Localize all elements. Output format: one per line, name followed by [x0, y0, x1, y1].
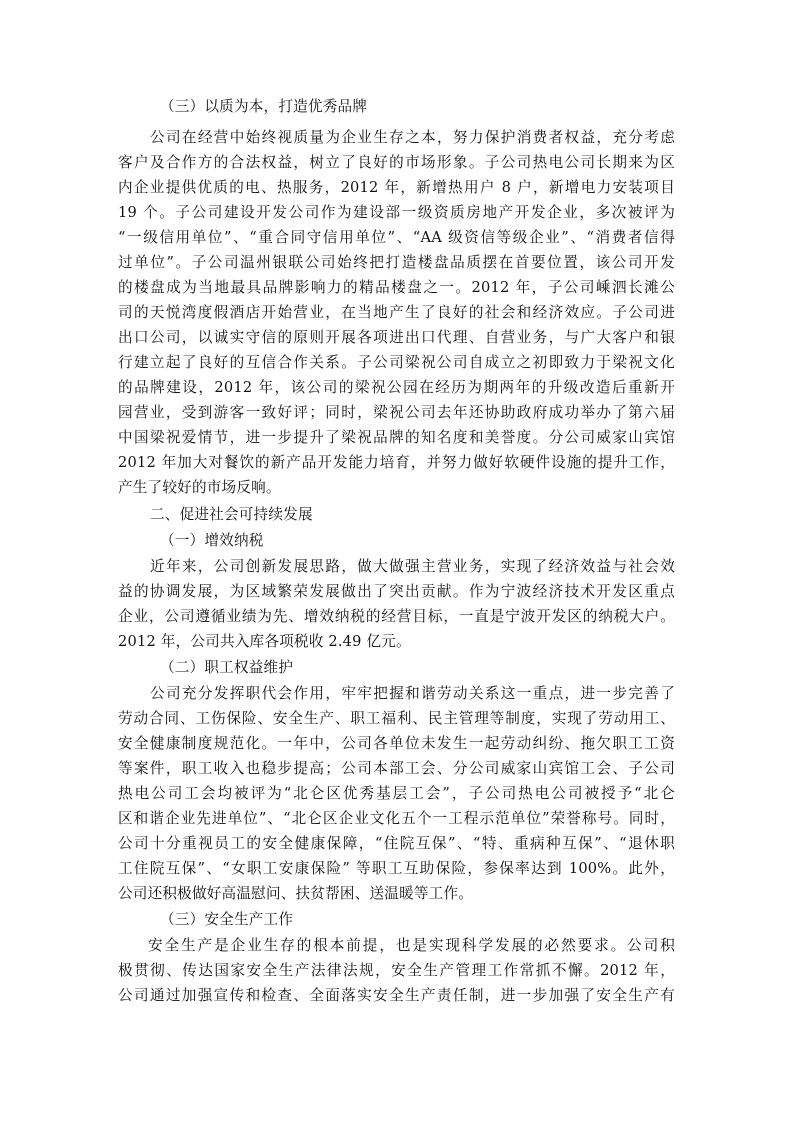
paragraph-line: 等案件，职工收入也稳步提高；公司本部工会、分公司威家山宾馆工会、子公司	[118, 760, 675, 777]
paragraph-line: 客户及合作方的合法权益，树立了良好的市场形象。子公司热电公司长期来为区	[118, 154, 675, 171]
section-heading-quality-brand: （三）以质为本，打造优秀品牌	[160, 98, 368, 115]
paragraph-line: 公司通过加强宣传和检查、全面落实安全生产责任制，进一步加强了安全生产有	[118, 987, 675, 1004]
section-heading-employee-rights: （二）职工权益维护	[160, 659, 294, 676]
paragraph-line: 公司充分发挥职代会作用，牢牢把握和谐劳动关系这一重点，进一步完善了	[150, 685, 675, 702]
section-heading-sustainable-development: 二、促进社会可持续发展	[150, 506, 313, 523]
paragraph-line: 中国梁祝爱情节，进一步提升了梁祝品牌的知名度和美誉度。分公司威家山宾馆	[118, 429, 675, 446]
paragraph-line: 劳动合同、工伤保险、安全生产、职工福利、民主管理等制度，实现了劳动用工、	[118, 710, 675, 727]
paragraph-line: 行建立起了良好的互信合作关系。子公司梁祝公司自成立之初即致力于梁祝文化	[118, 354, 675, 371]
paragraph-line: 19 个。子公司建设开发公司作为建设部一级资质房地产开发企业，多次被评为	[118, 204, 675, 221]
paragraph-line: 公司在经营中始终视质量为企业生存之本，努力保护消费者权益，充分考虑	[150, 129, 675, 146]
paragraph-line: 企业，公司遵循业绩为先、增效纳税的经营目标，一直是宁波开发区的纳税大户。	[118, 608, 675, 625]
paragraph-line: 2012 年加大对餐饮的新产品开发能力培育，并努力做好软硬件设施的提升工作，	[118, 454, 675, 471]
section-heading-safety: （三）安全生产工作	[160, 911, 294, 928]
paragraph-line: 极贯彻、传达国家安全生产法律法规，安全生产管理工作常抓不懈。2012 年，	[118, 962, 675, 979]
paragraph-line: 司的天悦湾度假酒店开始营业，在当地产生了良好的社会和经济效应。子公司进	[118, 304, 675, 321]
paragraph-line: 园营业，受到游客一致好评；同时，梁祝公司去年还协助政府成功举办了第六届	[118, 404, 675, 421]
paragraph-line: 热电公司工会均被评为“北仑区优秀基层工会”，子公司热电公司被授予“北仑	[118, 785, 675, 802]
paragraph-line: 安全生产是企业生存的根本前提，也是实现科学发展的必然要求。公司积	[148, 937, 675, 954]
paragraph-line: 出口公司，以诚实守信的原则开展各项进出口代理、自营业务，与广大客户和银	[118, 329, 675, 346]
paragraph-line: 公司还积极做好高温慰问、扶贫帮困、送温暖等工作。	[118, 885, 474, 902]
paragraph-line: 的楼盘成为当地最具品牌影响力的精品楼盘之一。2012 年，子公司嵊泗长滩公	[118, 279, 675, 296]
paragraph-line: 2012 年，公司共入库各项税收 2.49 亿元。	[118, 633, 411, 650]
paragraph-line: 产生了较好的市场反响。	[118, 479, 281, 496]
paragraph-line: 近年来，公司创新发展思路，做大做强主营业务，实现了经济效益与社会效	[150, 558, 675, 575]
paragraph-line: 工住院互保”、“女职工安康保险” 等职工互助保险，参保率达到 100%。此外，	[118, 860, 675, 877]
section-heading-tax: （一）增效纳税	[160, 532, 264, 549]
paragraph-line: 益的协调发展，为区域繁荣发展做出了突出贡献。作为宁波经济技术开发区重点	[118, 583, 675, 600]
paragraph-line: “一级信用单位”、“重合同守信用单位”、“AA 级资信等级企业”、“消费者信得	[118, 229, 675, 246]
paragraph-line: 的品牌建设，2012 年，该公司的梁祝公园在经历为期两年的升级改造后重新开	[118, 379, 675, 396]
paragraph-line: 过单位”。子公司温州银联公司始终把打造楼盘品质摆在首要位置，该公司开发	[118, 254, 675, 271]
paragraph-line: 公司十分重视员工的安全健康保障，“住院互保”、“特、重病种互保”、“退休职	[118, 835, 675, 852]
paragraph-line: 安全健康制度规范化。一年中，公司各单位未发生一起劳动纠纷、拖欠职工工资	[118, 735, 675, 752]
paragraph-line: 内企业提供优质的电、热服务，2012 年，新增热用户 8 户，新增电力安装项目	[118, 179, 675, 196]
paragraph-line: 区和谐企业先进单位”、“北仑区企业文化五个一工程示范单位”荣誉称号。同时，	[118, 810, 675, 827]
